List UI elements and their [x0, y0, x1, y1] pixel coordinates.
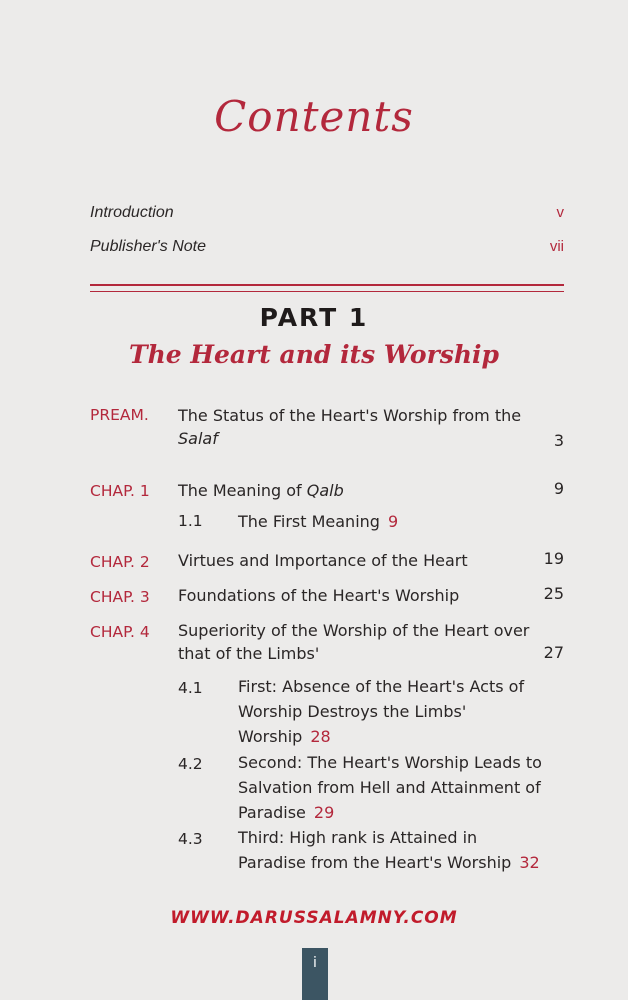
subentry-title: The First Meaning 9	[238, 512, 399, 531]
divider-rule	[90, 284, 564, 286]
part-title: The Heart and its Worship	[128, 340, 500, 369]
subentry-page: 9	[387, 512, 399, 531]
entry-label: CHAP. 4	[90, 623, 150, 641]
subentry-page: 32	[519, 853, 540, 872]
entry-page: 9	[553, 479, 564, 498]
subentry-title: Third: High rank is Attained in Paradise from the Heart's Worship 32	[238, 828, 540, 872]
subentry-number: 4.1	[178, 679, 203, 697]
subentry-number: 1.1	[178, 512, 203, 530]
entry-title: Foundations of the Heart's Worship	[178, 586, 460, 605]
entry-title: Superiority of the Worship of the Heart over that of the Limbs'	[178, 621, 530, 663]
subentry-number: 4.3	[178, 830, 203, 848]
entry-label: CHAP. 3	[90, 588, 150, 606]
subentry-title: First: Absence of the Heart's Acts of Worship Destroys the Limbs' Worship 28	[238, 677, 525, 746]
toc-row-publishers-note[interactable]	[90, 238, 564, 262]
entry-page: 27	[543, 643, 564, 662]
subentry-page: 29	[313, 803, 335, 822]
part-label: PART 1	[259, 303, 369, 332]
entry-title: Virtues and Importance of the Heart	[178, 551, 468, 570]
subentry-page: 28	[310, 727, 331, 746]
entry-label: CHAP. 2	[90, 553, 150, 571]
entry-label: CHAP. 1	[90, 482, 150, 500]
toc-row-page: vii	[549, 238, 564, 255]
entry-title: The Meaning of Qalb	[178, 481, 344, 500]
entry-page: 25	[543, 584, 564, 603]
toc-row-title: Introduction	[90, 204, 174, 221]
subentry-number: 4.2	[178, 755, 203, 773]
divider-rule-thin	[90, 291, 564, 292]
entry-page: 3	[553, 431, 564, 450]
subentry-title: Second: The Heart's Worship Leads to Salvation from Hell and Attainment of Paradise 29	[238, 753, 542, 822]
toc-row-introduction[interactable]	[90, 204, 564, 228]
website-url[interactable]: WWW.DARUSSALAMNY.COM	[170, 908, 458, 928]
entry-title: The Status of the Heart's Worship from the Salaf	[178, 406, 522, 448]
contents-heading: Contents	[214, 92, 414, 141]
page-folio: i	[302, 948, 328, 1000]
toc-row-page: v	[556, 204, 564, 221]
entry-page: 19	[543, 549, 564, 568]
entry-label: PREAM.	[90, 406, 149, 424]
toc-row-title: Publisher's Note	[90, 238, 206, 255]
